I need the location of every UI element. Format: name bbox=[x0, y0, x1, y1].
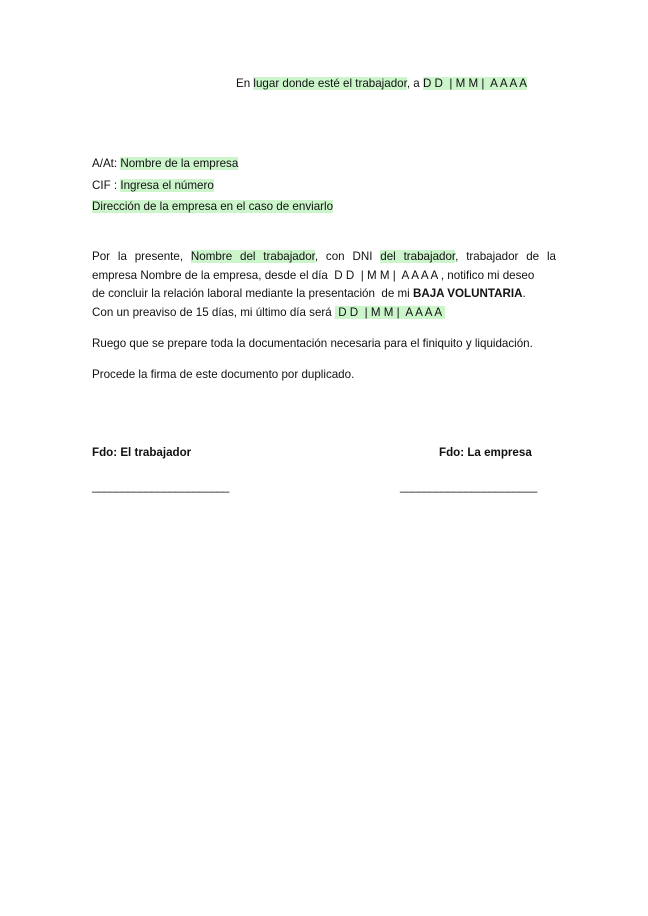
company-name-placeholder: Nombre de la empresa bbox=[120, 157, 239, 170]
address-line bbox=[92, 200, 333, 213]
worker-name-placeholder: Nombre del trabajador bbox=[190, 250, 315, 263]
text-segment: , con DNI bbox=[314, 250, 381, 263]
paragraph-line-1 bbox=[92, 248, 556, 267]
place-placeholder: lugar donde esté el trabajador bbox=[253, 77, 407, 90]
text-segment: , trabajador de la bbox=[455, 250, 556, 263]
paragraph-line-3 bbox=[92, 285, 556, 304]
cif-line bbox=[92, 179, 214, 192]
company-signature-label: Fdo: La empresa bbox=[439, 446, 532, 459]
text-segment: . bbox=[522, 287, 526, 300]
text-segment: Con un preaviso de 15 días, mi último día será bbox=[92, 305, 335, 319]
baja-voluntaria-text: BAJA VOLUNTARIA bbox=[412, 287, 523, 300]
recipient-label: A/At: bbox=[92, 157, 121, 170]
company-signature-line: _______________________ bbox=[400, 480, 537, 493]
place-separator: , a bbox=[406, 77, 423, 90]
text-segment: Por la presente, bbox=[92, 250, 191, 263]
dni-placeholder: del trabajador bbox=[380, 250, 456, 263]
last-day-placeholder: D D | M M | A A A A bbox=[334, 305, 445, 319]
paragraph-line-2: empresa Nombre de la empresa, desde el día D D | M M | A A A A , notifico mi deseo bbox=[92, 268, 535, 282]
documentation-request-paragraph: Ruego que se prepare toda la documentación necesaria para el finiquito y liquidación. bbox=[92, 337, 533, 350]
place-prefix: En bbox=[236, 77, 254, 90]
cif-label: CIF : bbox=[92, 179, 121, 192]
date-placeholder: D D | M M | A A A A bbox=[422, 77, 527, 90]
text-segment: de concluir la relación laboral mediante la presentación de mi bbox=[92, 287, 413, 300]
place-date-line bbox=[236, 77, 527, 90]
worker-signature-line: _______________________ bbox=[92, 480, 229, 493]
paragraph-line-4 bbox=[92, 304, 556, 323]
resignation-paragraph bbox=[92, 248, 556, 322]
cif-placeholder: Ingresa el número bbox=[120, 179, 214, 192]
recipient-line bbox=[92, 157, 238, 170]
address-placeholder: Dirección de la empresa en el caso de enviarlo bbox=[92, 200, 334, 213]
worker-signature-label: Fdo: El trabajador bbox=[92, 446, 192, 459]
duplicate-signature-paragraph: Procede la firma de este documento por duplicado. bbox=[92, 368, 355, 381]
